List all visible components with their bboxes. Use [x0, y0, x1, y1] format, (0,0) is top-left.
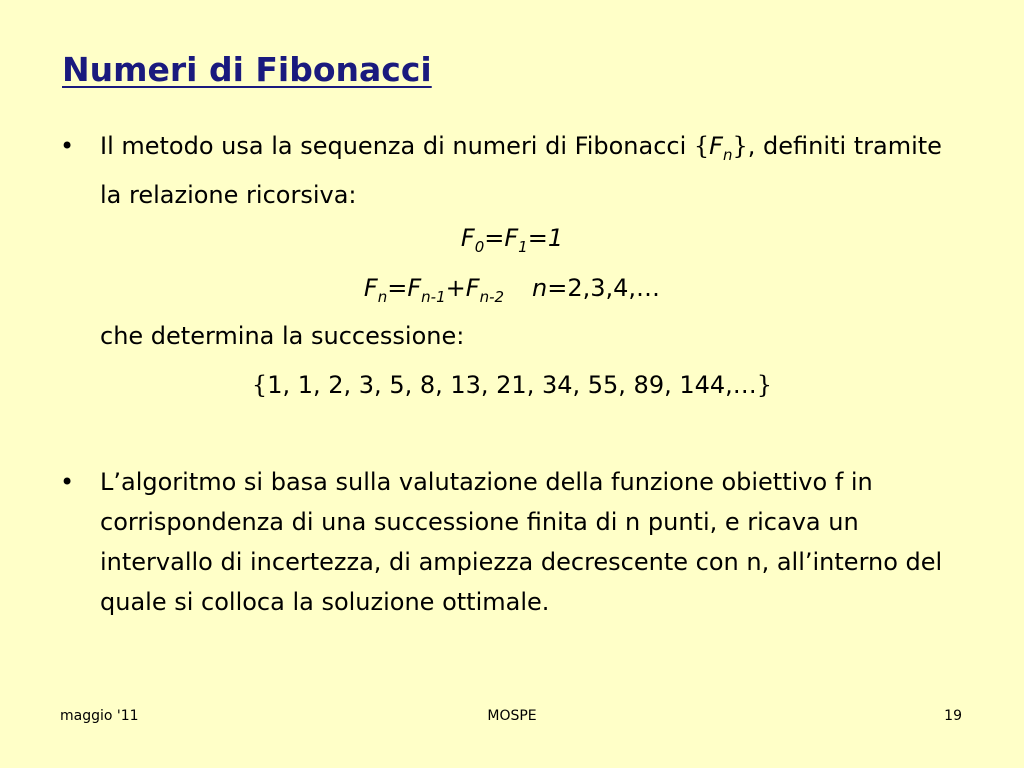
- fibonacci-sequence: {1, 1, 2, 3, 5, 8, 13, 21, 34, 55, 89, 144,…}: [251, 371, 773, 399]
- footer-date: maggio '11: [60, 708, 139, 724]
- bullet-marker: •: [60, 132, 75, 160]
- sequence-variable: F: [709, 132, 723, 160]
- determina-text: che determina la successione:: [100, 322, 465, 350]
- brace-open: {: [693, 132, 710, 160]
- bullet-1: [60, 126, 970, 215]
- footer-page-number: 19: [944, 708, 962, 724]
- equation-base-case: $F_0=F_1=1$: [460, 224, 564, 256]
- bullet-1-text: Il metodo usa la sequenza di numeri di Fibonacci $\{F_n\}$, definiti tramite la relazione ricorsiva:: [100, 132, 942, 209]
- footer-course: MOSPE: [487, 708, 537, 724]
- equation-recurrence: $F_n=F_{n-1}+F_{n-2}$ n=2,3,4,…: [363, 274, 661, 306]
- brace-close: }: [732, 132, 748, 160]
- sequence-subscript: n: [722, 145, 733, 164]
- slide-title: Numeri di Fibonacci: [62, 50, 432, 89]
- bullet-2: [60, 462, 970, 622]
- bullet-marker: •: [60, 468, 75, 496]
- bullet-2-text: L’algoritmo si basa sulla valutazione della funzione obiettivo f in corrispondenza di una successione finita di n punti, e ricava un intervallo di incertezza, di ampiezza decrescente con n, all’interno del quale si colloca la soluzione ottimale.: [100, 468, 943, 616]
